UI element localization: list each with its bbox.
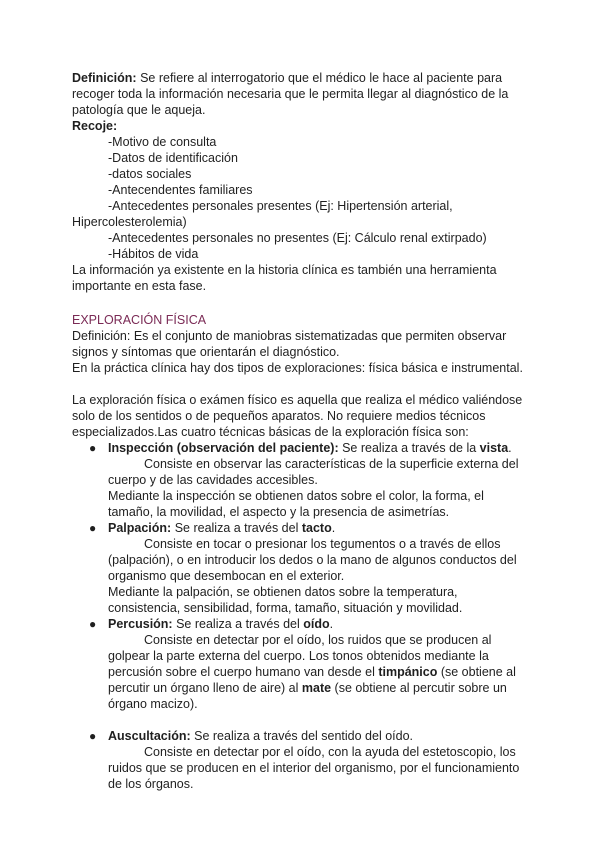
recoje-item: -Motivo de consulta	[108, 135, 217, 149]
bullet-icon: ●	[89, 617, 97, 631]
intro-definition	[72, 70, 532, 118]
list-item-percusion	[72, 616, 532, 712]
list-item-auscultacion	[72, 728, 532, 792]
technique-paragraph	[108, 632, 532, 712]
technique-text: Consiste en detectar por el oído, con la ayuda del estetoscopio, los ruidos que se producen en el interior del organismo, por el funcionamiento de los órganos.	[108, 745, 520, 791]
technique-intro-end: .	[329, 617, 334, 631]
section-definition: Definición: Es el conjunto de maniobras sistematizadas que permiten observar signos y síntomas que orientarán el diagnóstico.	[72, 329, 507, 359]
recoje-item: -Hábitos de vida	[108, 247, 199, 261]
recoje-item: -Antecedentes personales presentes (Ej: Hipertensión arterial,	[108, 199, 453, 213]
recoje-label: Recoje:	[72, 119, 118, 133]
section-heading: EXPLORACIÓN FÍSICA	[72, 313, 207, 327]
list-item-palpacion	[72, 520, 532, 616]
technique-sense: oído	[303, 617, 330, 631]
technique-text: Consiste en detectar por el oído, los ruidos que se producen al golpear la parte externa del cuerpo. Los tonos obtenidos mediante la percusión sobre el cuerpo humano van desde el	[108, 633, 492, 679]
recoje-item: -Antecendentes familiares	[108, 183, 253, 197]
technique-title: Auscultación:	[108, 729, 191, 743]
definition-label: Definición:	[72, 71, 137, 85]
technique-intro-end: .	[331, 521, 336, 535]
technique-paragraph	[108, 744, 532, 792]
section-description: La exploración física o exámen físico es aquella que realiza el médico valiéndose solo de los sentidos o de pequeños aparatos. No requiere medios técnicos especializados.Las cuatro técnicas básicas de la exploración física son:	[72, 393, 523, 439]
recoje-item: -Datos de identificación	[108, 151, 238, 165]
technique-title: Inspección (observación del paciente):	[108, 441, 339, 455]
technique-text: (se obtiene al percutir sobre un órgano macizo).	[108, 681, 507, 711]
technique-intro: Se realiza a través del sentido del oído.	[190, 729, 414, 743]
recoje-item-continuation: Hipercolesterolemia)	[72, 215, 187, 229]
definition-text: Se refiere al interrogatorio que el médico le hace al paciente para recoger toda la información necesaria que le permita llegar al diagnóstico de la patología que le aqueja.	[72, 71, 509, 117]
bullet-icon: ●	[89, 729, 97, 743]
technique-sense: tacto	[301, 521, 332, 535]
timpanico-term: timpánico	[378, 665, 438, 679]
recoje-item: -Antecedentes personales no presentes (Ej: Cálculo renal extirpado)	[108, 231, 487, 245]
technique-intro: Se realiza a través del	[171, 521, 302, 535]
techniques-list	[72, 440, 532, 792]
bullet-icon: ●	[89, 441, 97, 455]
technique-paragraph	[108, 536, 532, 584]
technique-title: Palpación:	[108, 521, 172, 535]
technique-intro-end: .	[508, 441, 512, 455]
intro-closing: La información ya existente en la historia clínica es también una herramienta importante en esta fase.	[72, 263, 497, 293]
technique-paragraph: Mediante la inspección se obtienen datos sobre el color, la forma, el tamaño, la movilidad, el aspecto y la presencia de asimetrías.	[108, 489, 484, 519]
technique-intro: Se realiza a través de la	[338, 441, 480, 455]
mate-term: mate	[301, 681, 332, 695]
technique-sense: vista	[479, 441, 509, 455]
section-practice: En la práctica clínica hay dos tipos de exploraciones: física básica e instrumental.	[72, 361, 523, 375]
technique-text: Consiste en observar las características de la superficie externa del cuerpo y de las cavidades accesibles.	[108, 457, 519, 487]
technique-title: Percusión:	[108, 617, 173, 631]
technique-text: Consiste en tocar o presionar los tegumentos o a través de ellos (palpación), o en introducir los dedos o la mano de algunos conductos del organismo que desembocan en el exterior.	[108, 537, 517, 583]
bullet-icon: ●	[89, 521, 97, 535]
technique-text: (se obtiene al percutir un órgano lleno de aire) al	[108, 665, 516, 695]
technique-paragraph: Mediante la palpación, se obtienen datos sobre la temperatura, consistencia, sensibilidad, forma, tamaño, situación y movilidad.	[108, 585, 463, 615]
recoje-item: -datos sociales	[108, 167, 192, 181]
list-item-inspeccion	[72, 440, 532, 520]
technique-intro: Se realiza a través del	[172, 617, 304, 631]
technique-paragraph	[108, 456, 532, 488]
document-page	[72, 70, 532, 792]
